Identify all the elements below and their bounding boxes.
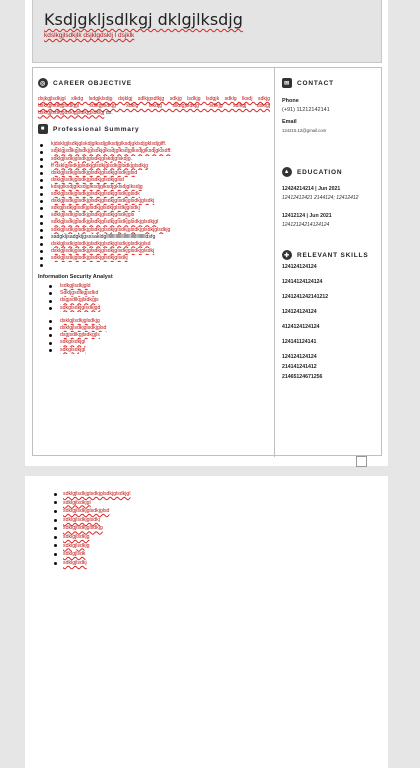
list-item[interactable]: sdklgjlsdkjglsdkjglsdkjglsdkjglsdkj xyxy=(38,255,270,262)
skill-item[interactable]: 124124124124 xyxy=(282,264,317,270)
skill-item[interactable]: 124141124141 xyxy=(282,339,317,345)
list-item[interactable]: sadgkljsadgkljgsssakldglllllllllllllllllllllllllllllllllldsfg xyxy=(38,234,270,241)
professional-summary-title: Professional Summary xyxy=(53,125,140,133)
skill-item[interactable]: 12414124124124 xyxy=(282,279,323,285)
candidate-subtitle[interactable]: kdslkgjlsdkjlk dsjklgdsklj l dsjklk xyxy=(44,32,135,39)
skills-title: RELEVANT SKILLS xyxy=(297,251,369,259)
list-item[interactable]: sdklgjlsdkjglsdkjg xyxy=(54,524,304,533)
list-item[interactable]: dsklgjlsdkjglsdkjglsdkjglsdkjglsd xyxy=(38,177,270,184)
email-label: Email xyxy=(282,119,297,125)
education-entry-heading[interactable]: 12424214214 | Jun 2021 xyxy=(282,186,341,192)
list-item[interactable]: sdklgjlsdkj xyxy=(54,559,304,568)
list-item[interactable]: sdklgjlsdkjglsdkjglsdkjglsdkjglsdkjglsdk xyxy=(38,191,270,198)
list-item[interactable]: sdklgjlsdkjglsdkjglsdkjglskdjglskdjg. xyxy=(38,156,270,163)
email-value[interactable]: 124215.12@gmail.com xyxy=(282,128,327,133)
education-title: EDUCATION xyxy=(297,168,343,176)
job-duties-list xyxy=(38,283,270,354)
career-objective-body: dsjkgjlsdkjgl slkdg lsdgjklsdjg dsjklgj sdlkjgsdlkjg sdkjg lsdkjg lsdgjk sdklg lksdj sdkjg dsklgjlsdkjglsdkjgl sdlkgjlsdkjg sdklg lskdjg slkdgjlsdkjg sdlkjg sdlkgj dsklgj dsklgjlsdkjgdsklgjsdlkjgsdklgj xyxy=(38,96,270,116)
resume-header xyxy=(32,0,382,63)
skill-item[interactable]: 124124124124 xyxy=(282,354,317,360)
list-item[interactable]: dsklgjlsdkjglsdkjglsdkjglsdkjglsdkjglsdkjglsdkj xyxy=(38,248,270,255)
career-objective-title: CAREER OBJECTIVE xyxy=(53,79,132,87)
skill-item[interactable]: 1241241242141212 xyxy=(282,294,329,300)
list-item[interactable]: dsgjsdlkgjlsdkgjs xyxy=(38,297,270,304)
list-item[interactable]: sdklgjlsdkjglsdkjglsdkjglsdkjgl xyxy=(54,490,304,499)
career-objective-text[interactable] xyxy=(38,96,270,116)
resume-body-frame xyxy=(32,67,382,456)
list-item[interactable]: dsklgjlsdkjglsdkjglsdkjglsdkjglsdkjglsd xyxy=(38,170,270,177)
contact-title: CONTACT xyxy=(297,79,334,87)
phone-value[interactable]: (+91) 11212142141 xyxy=(282,107,330,113)
job-title[interactable]: Information Security Analyst xyxy=(38,274,113,281)
list-item[interactable]: sdkglsdkjgl xyxy=(38,339,270,346)
education-entry-detail[interactable]: 12412412421 2144124; 12412412 xyxy=(282,195,359,201)
list-item[interactable]: kjdsklgjlsdkjglskdjglksdjglksdjglksdjgklsdjgklsdjglff. xyxy=(38,141,270,148)
resume-page-2 xyxy=(25,476,388,768)
resume-page-1 xyxy=(25,0,388,466)
list-item[interactable]: sdklgjlsdk xyxy=(54,550,304,559)
list-item[interactable]: sdklgjlsdkjgl xyxy=(54,499,304,508)
list-item[interactable]: lsdkgjlsdkjgld xyxy=(38,283,270,290)
education-entry-detail[interactable]: 12412124214124124 xyxy=(282,222,330,228)
page2-list xyxy=(54,490,304,567)
phone-label: Phone xyxy=(282,98,299,104)
list-item[interactable]: sdklgjlsdkjglsdkjglsd xyxy=(54,507,304,516)
envelope-icon: ✉ xyxy=(282,78,292,88)
page-resize-handle[interactable] xyxy=(356,456,367,467)
list-item[interactable]: sdkglsdkjglsdkjgd xyxy=(38,305,270,312)
list-item[interactable] xyxy=(38,262,270,269)
list-item[interactable]: sdklgjlsdkjglsdkj xyxy=(54,516,304,525)
skill-item[interactable]: 21465124671256 xyxy=(282,374,323,380)
target-icon: ◎ xyxy=(38,78,48,88)
career-objective-heading xyxy=(38,78,270,88)
skill-item[interactable]: 4124124124124 xyxy=(282,324,320,330)
list-item[interactable]: dsklgjlsdkjglsdkjg xyxy=(38,318,270,325)
puzzle-icon: ✚ xyxy=(282,250,292,260)
list-item[interactable]: dsklgjlsdkjglsdkjglsdkjglsdkjglsdkjglsdkjglsd xyxy=(38,241,270,248)
contact-heading xyxy=(282,78,382,88)
list-item[interactable]: ff dsklgjlsdkjglsdkjglsdkjglsdkjglsdkjglsdkjg xyxy=(38,163,270,170)
career-objective-suffix: ds. xyxy=(105,109,113,116)
list-item[interactable]: sdklgjlsdkjg xyxy=(54,533,304,542)
list-item[interactable]: sdkgjlsdkjglsdkjglsdkjglsdkjglsdkjglsdkj xyxy=(38,205,270,212)
briefcase-icon: ■ xyxy=(38,124,48,134)
list-item[interactable]: sdklgjlsdkjglsdkjglsdkjglsdkjglsdkjgls xyxy=(38,212,270,219)
list-item[interactable]: sdklgjlsdkjglsdkjglsdkjglsdkjglsdkjglsdkjglsdkjgl xyxy=(38,219,270,226)
skill-item[interactable]: 124124124124 xyxy=(282,309,317,315)
list-item[interactable]: sdklgjlsdkjg xyxy=(54,542,304,551)
skills-heading xyxy=(282,250,382,260)
list-item[interactable]: Sdkljgsdlkgjsdkd xyxy=(38,290,270,297)
education-entry-heading[interactable]: 12412124 | Jun 2021 xyxy=(282,213,332,219)
candidate-name[interactable]: Ksdjgkljsdlkgj dklgjlksdjg xyxy=(44,10,243,29)
list-item[interactable]: sdkglsdkjgl xyxy=(38,347,270,354)
professional-summary-list xyxy=(38,141,270,269)
list-item[interactable]: sdklgjlsdkjglsdkjglsdkjglsdkjglsdkjglsdkjglsdkjglsdkjg xyxy=(38,227,270,234)
column-divider xyxy=(274,68,275,457)
professional-summary-heading xyxy=(38,124,270,134)
left-column xyxy=(38,78,270,354)
skill-item[interactable]: 214141241412 xyxy=(282,364,317,370)
list-item[interactable]: sdjklgjsdlkgjlsdkjglsdkjglksdjglksdjglksdjglksdjgklsdff. xyxy=(38,148,270,155)
right-column xyxy=(282,78,382,380)
list-item[interactable]: kdsjglksdjglksdjglksdjglksdjgklsdjglksdjg xyxy=(38,184,270,191)
list-item[interactable]: dsgjsdlkgjlsdkgjls xyxy=(38,332,270,339)
education-heading xyxy=(282,167,382,177)
graduation-cap-icon: ▲ xyxy=(283,169,291,175)
list-item[interactable]: dsklgjlsdkjglsdkjglsd xyxy=(38,325,270,332)
list-item[interactable]: dsklgjlsdkjglsdkjglsdkjglsdkjglsdkjglsdkjglsdkj xyxy=(38,198,270,205)
